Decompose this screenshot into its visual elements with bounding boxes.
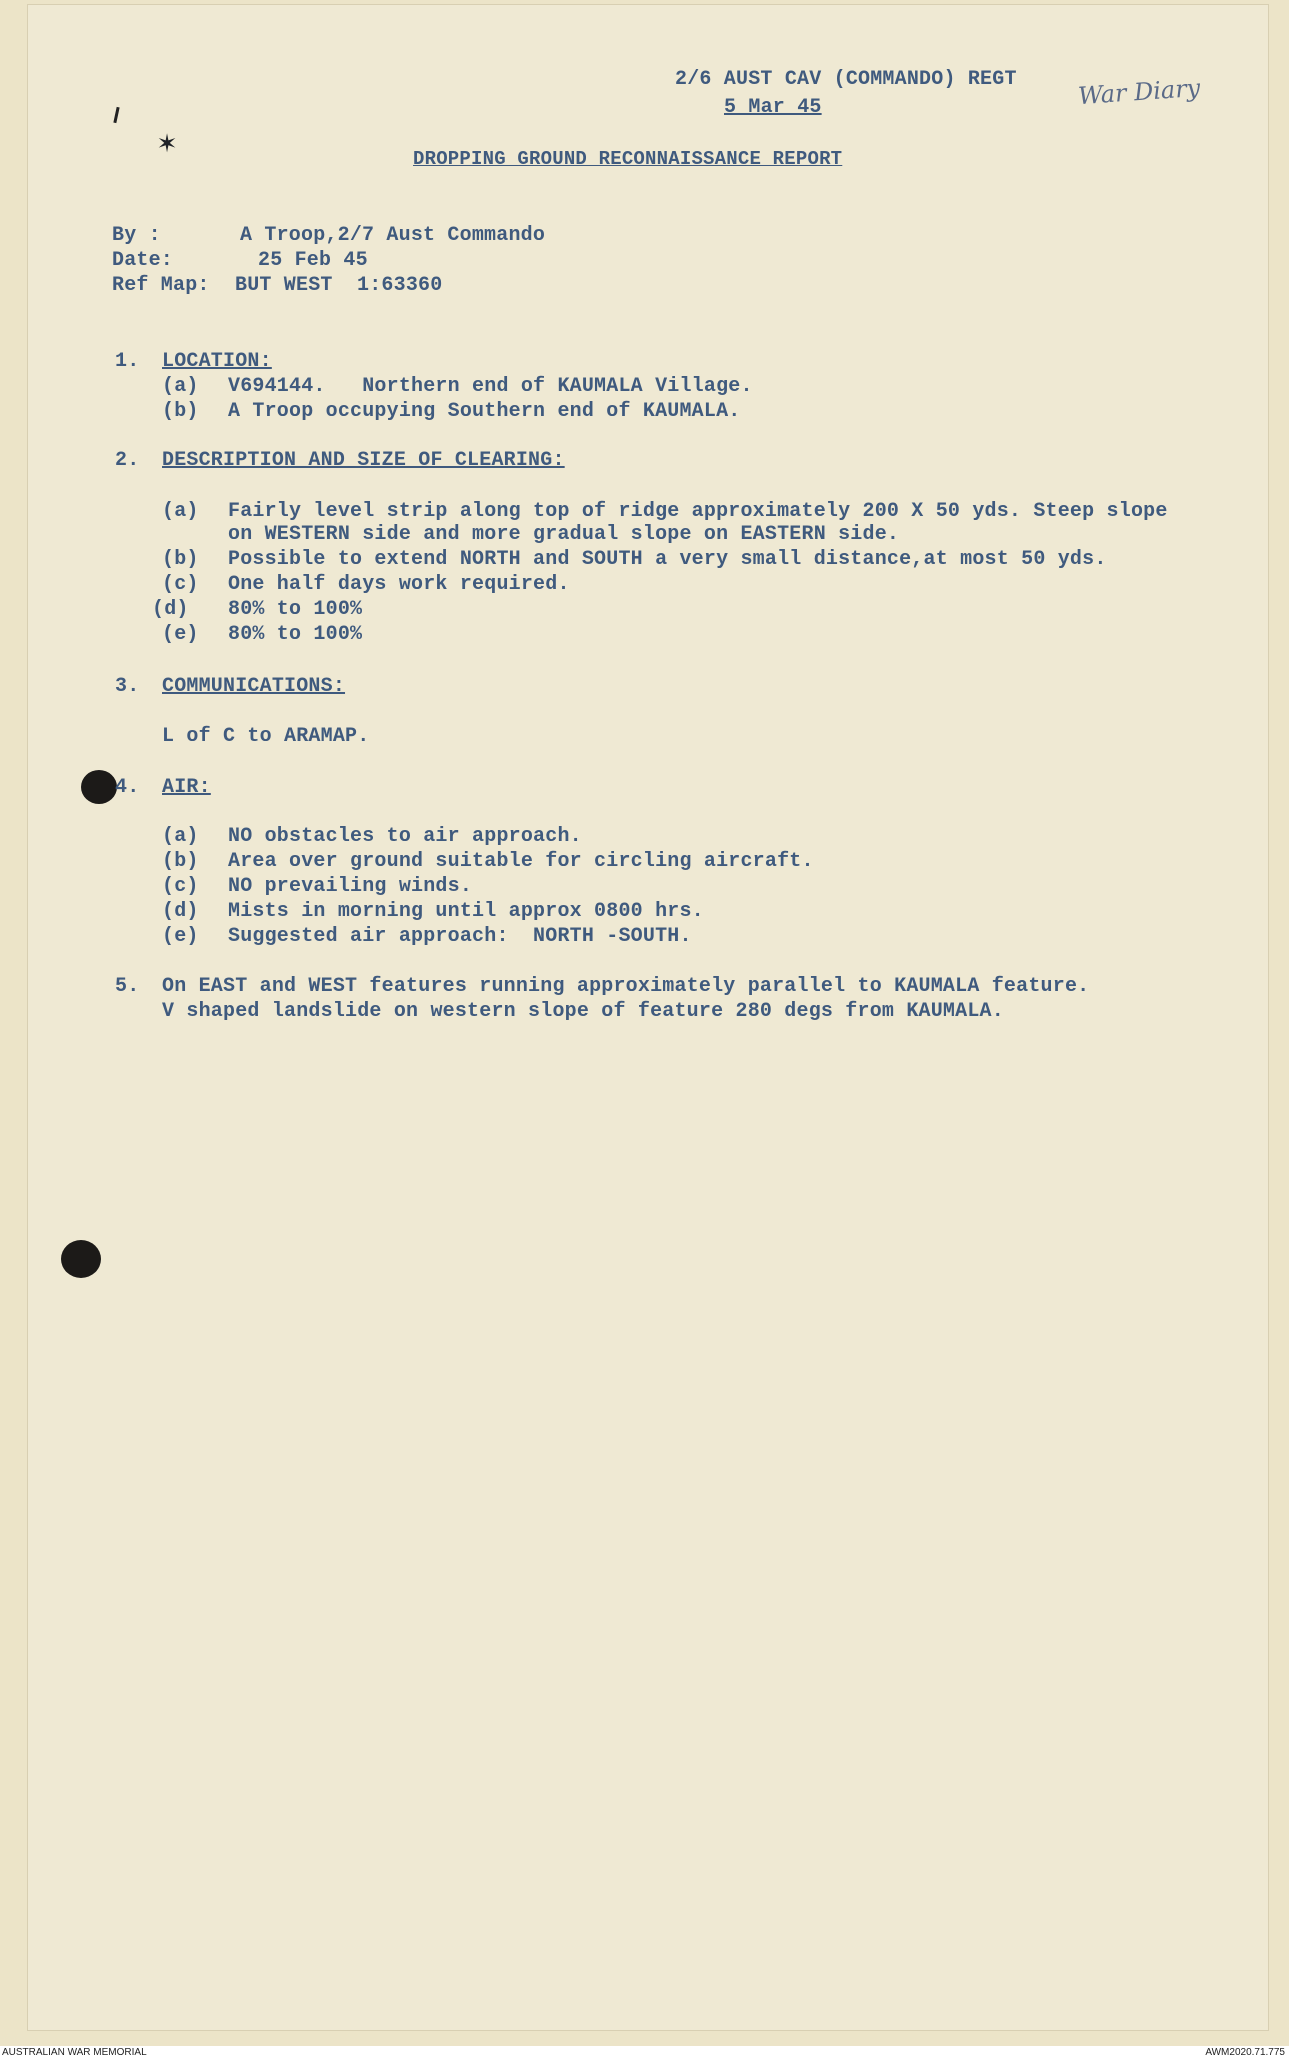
item-marker: (e) — [162, 623, 199, 646]
section-heading-air: AIR: — [162, 776, 211, 799]
list-item: A Troop occupying Southern end of KAUMALA. — [228, 400, 741, 423]
section-heading-communications: COMMUNICATIONS: — [162, 675, 346, 698]
section-heading-location: LOCATION: — [162, 350, 272, 373]
item-marker: (c) — [162, 875, 199, 898]
by-value: A Troop,2/7 Aust Commando — [240, 224, 546, 247]
handwritten-annotation: War Diary — [1077, 73, 1202, 111]
list-item: 80% to 100% — [228, 598, 363, 621]
list-item: 80% to 100% — [228, 623, 363, 646]
item-marker: (d) — [152, 598, 189, 621]
punch-hole-top — [81, 770, 117, 804]
paragraph-line: On EAST and WEST features running approximately parallel to KAUMALA feature. — [162, 975, 1090, 998]
list-item: Area over ground suitable for circling aircraft. — [228, 850, 814, 873]
list-item: Fairly level strip along top of ridge approximately 200 X 50 yds. Steep slope — [228, 500, 1168, 523]
list-item: NO prevailing winds. — [228, 875, 473, 898]
date-value: 25 Feb 45 — [258, 249, 368, 272]
item-marker: (d) — [162, 900, 199, 923]
item-marker: (b) — [162, 548, 199, 571]
item-marker: (c) — [162, 573, 199, 596]
section-number: 4. — [115, 776, 140, 799]
by-label: By : — [112, 224, 161, 247]
ref-map-label: Ref Map: — [112, 274, 210, 297]
footer-institution: AUSTRALIAN WAR MEMORIAL — [2, 2047, 147, 2058]
section-heading-clearing: DESCRIPTION AND SIZE OF CLEARING: — [162, 449, 565, 472]
unit-heading: 2/6 AUST CAV (COMMANDO) REGT — [675, 68, 1017, 91]
item-marker: (a) — [162, 825, 199, 848]
item-marker: (e) — [162, 925, 199, 948]
archive-footer — [0, 2046, 1289, 2061]
punch-hole-bottom — [61, 1240, 101, 1278]
item-marker: (b) — [162, 400, 199, 423]
list-item: Suggested air approach: NORTH -SOUTH. — [228, 925, 692, 948]
list-item: V694144. Northern end of KAUMALA Village. — [228, 375, 753, 398]
list-item: Possible to extend NORTH and SOUTH a very small distance,at most 50 yds. — [228, 548, 1107, 571]
date-label: Date: — [112, 249, 174, 272]
list-item: One half days work required. — [228, 573, 570, 596]
section-number: 3. — [115, 675, 140, 698]
item-marker: (b) — [162, 850, 199, 873]
section-number: 2. — [115, 449, 140, 472]
communications-body: L of C to ARAMAP. — [162, 725, 370, 748]
item-marker: (a) — [162, 375, 199, 398]
star-icon: ✶ — [158, 128, 177, 162]
section-number: 1. — [115, 350, 140, 373]
section-number: 5. — [115, 975, 140, 998]
list-item-continuation: on WESTERN side and more gradual slope on EASTERN side. — [228, 523, 900, 546]
footer-accession-number: AWM2020.71.775 — [1205, 2047, 1285, 2058]
page-title: DROPPING GROUND RECONNAISSANCE REPORT — [413, 148, 843, 170]
item-marker: (a) — [162, 500, 199, 523]
list-item: NO obstacles to air approach. — [228, 825, 582, 848]
report-date: 5 Mar 45 — [724, 96, 822, 119]
list-item: Mists in morning until approx 0800 hrs. — [228, 900, 704, 923]
paragraph-line: V shaped landslide on western slope of feature 280 degs from KAUMALA. — [162, 1000, 1004, 1023]
ref-map-value: BUT WEST 1:63360 — [235, 274, 443, 297]
